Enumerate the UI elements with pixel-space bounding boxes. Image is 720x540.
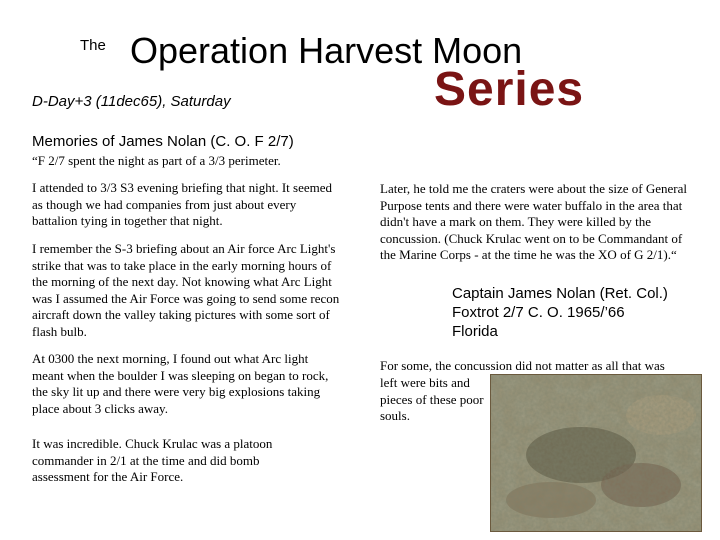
closing-line: For some, the concussion did not matter as all that was [380, 358, 665, 373]
signature-block [452, 284, 712, 341]
left-paragraph-3: At 0300 the next morning, I found out what Arc light meant when the boulder I was sleeping on began to rock, the sky lit up and there were very big explosions taking place about 3 clicks away. [32, 351, 329, 416]
page-title: Operation Harvest Moon [130, 30, 523, 71]
battlefield-photo [490, 374, 702, 532]
date-subtitle: D-Day+3 (11dec65), Saturday [32, 93, 231, 110]
closing-rest: left were bits and pieces of these poor souls. [380, 375, 484, 423]
photo-image [491, 375, 701, 531]
opening-line: “F 2/7 spent the night as part of a 3/3 perimeter. [32, 153, 281, 168]
series-label: Series [434, 63, 585, 116]
signature-unit: Foxtrot 2/7 C. O. 1965/’66 [452, 304, 625, 321]
left-paragraph-2: I remember the S-3 briefing about an Air force Arc Light's strike that was to take place in the early morning hours of the morning of the next day. Not knowing what Arc Light was I assumed the Air Force was going to send some recon aircraft down the valley taking pictures with some sort of flash bulb. [32, 241, 340, 339]
left-paragraph-1: I attended to 3/3 S3 evening briefing that night. It seemed as though we had companies from just about every battalion tying in together that night. [32, 180, 333, 228]
left-paragraph-4: It was incredible. Chuck Krulac was a platoon commander in 2/1 at the time and did bomb assessment for the Air Force. [32, 436, 273, 484]
signature-name: Captain James Nolan (Ret. Col.) [452, 285, 668, 302]
title-prefix: The [80, 37, 106, 54]
right-paragraph: Later, he told me the craters were about the size of General Purpose tents and there were water buffalo in the area that didn't have a mark on them. They were killed by the concussion. (Chuck Krulac went on to be Commandant of the Marine Corps - at the time he was the XO of G 2/1).“ [380, 181, 687, 262]
signature-location: Florida [452, 323, 498, 340]
memories-heading: Memories of James Nolan (C. O. F 2/7) [32, 133, 294, 150]
